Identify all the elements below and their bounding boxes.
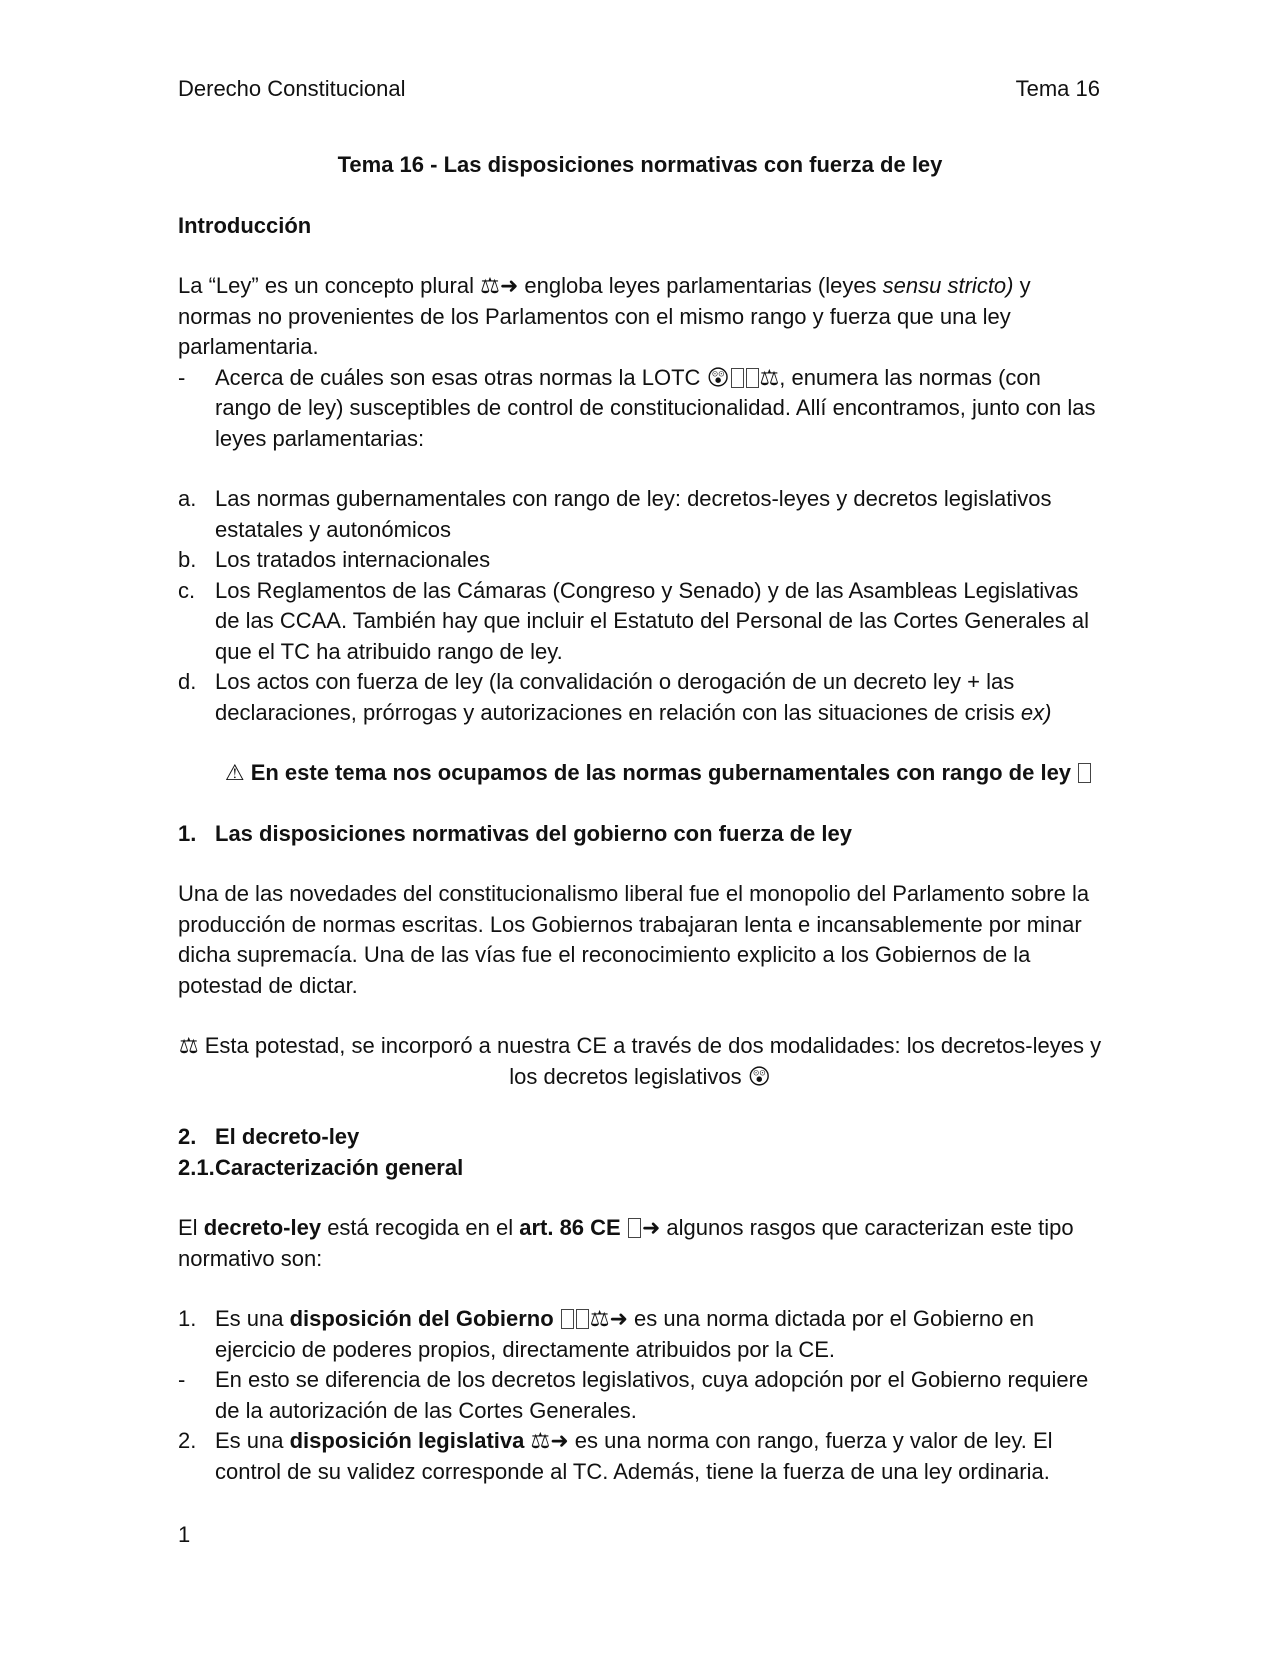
scales-icon: ⚖ <box>178 1033 199 1058</box>
header-right: Tema 16 <box>1015 76 1100 101</box>
norms-list <box>178 484 1102 728</box>
section-2-paragraph: El decreto-ley está recogida en el art. 86 CE ➜ algunos rasgos que caracterizan este tipo normativo son: <box>178 1215 1074 1271</box>
warning-icon: ⚠ <box>224 760 245 785</box>
section-2-1-heading: 2.1. Caracterización general <box>178 1154 464 1180</box>
warning-note: ⚠ En este tema nos ocupamos de las normas gubernamentales con rango de ley <box>178 758 1102 789</box>
dash-item: - Acerca de cuáles son esas otras normas la LOTC 😲 ⚖, enumera las normas (con rango de ley) susceptibles de control de constitucionalidad. Allí encontramos, junto con las leyes parlamentarias: <box>178 364 1096 451</box>
dash-item: - En esto se diferencia de los decretos legislativos, cuya adopción por el Gobierno requiere de la autorización de las Cortes Generales. <box>178 1367 1089 1423</box>
missing-glyph-box <box>746 368 759 388</box>
right-arrow-icon: ➜ <box>550 1428 569 1453</box>
shocked-face-icon: 😲 <box>747 1063 771 1089</box>
document-body <box>178 150 1102 1487</box>
list-item: b. Los tratados internacionales <box>178 547 491 572</box>
document-title: Tema 16 - Las disposiciones normativas con fuerza de ley <box>337 152 943 177</box>
right-arrow-icon: ➜ <box>499 273 519 298</box>
intro-heading: Introducción <box>178 212 312 238</box>
missing-glyph-box <box>576 1309 589 1329</box>
scales-icon: ⚖ <box>480 273 500 298</box>
list-item: 2. Es una disposición legislativa ⚖➜ es una norma con rango, fuerza y valor de ley. El control de su validez corresponde al TC. Además, tiene la fuerza de una ley ordinaria. <box>178 1428 1053 1484</box>
scales-icon: ⚖ <box>589 1306 610 1331</box>
list-item: a. Las normas gubernamentales con rango de ley: decretos-leyes y decretos legislativos estatales y autonómicos <box>178 486 1052 542</box>
list-item: d. Los actos con fuerza de ley (la convalidación o derogación de un decreto ley + las declaraciones, prórrogas y autorizaciones en relación con las situaciones de crisis ex) <box>178 669 1052 725</box>
missing-glyph-box <box>731 368 744 388</box>
features-list <box>178 1304 1102 1487</box>
list-item: c. Los Reglamentos de las Cámaras (Congreso y Senado) y de las Asambleas Legislativas de las CCAA. También hay que incluir el Estatuto del Personal de las Cortes Generales al que el TC ha atribuido rango de ley. <box>178 577 1089 664</box>
scales-icon: ⚖ <box>530 1428 551 1453</box>
list-item: 1. Es una disposición del Gobierno ⚖➜ es una norma dictada por el Gobierno en ejercicio de poderes propios, directamente atribuidos por la CE. <box>178 1306 1034 1362</box>
right-arrow-icon: ➜ <box>609 1306 628 1331</box>
scales-icon: ⚖ <box>759 364 780 390</box>
section-1-heading: 1. Las disposiciones normativas del gobierno con fuerza de ley <box>178 820 852 846</box>
page-number: 1 <box>178 1522 191 1547</box>
missing-glyph-box <box>628 1218 641 1238</box>
intro-paragraph: La “Ley” es un concepto plural ⚖➜ engloba leyes parlamentarias (leyes sensu stricto) y normas no provenientes de los Parlamentos con el mismo rango y fuerza que una ley parlamentaria. <box>178 273 1031 359</box>
header-left: Derecho Constitucional <box>178 76 406 101</box>
section-2-heading: 2. El decreto-ley <box>178 1124 360 1149</box>
right-arrow-icon: ➜ <box>641 1215 661 1240</box>
section-1-paragraph: Una de las novedades del constitucionalismo liberal fue el monopolio del Parlamento sobre la producción de normas escritas. Los Gobiernos trabajaran lenta e incansablemente por minar dicha supremacía. Una de las vías fue el reconocimiento explicito a los Gobiernos de la potestad de dictar. <box>178 881 1090 998</box>
missing-glyph-box <box>561 1309 574 1329</box>
section-1-centered-note: ⚖ Esta potestad, se incorporó a nuestra CE a través de dos modalidades: los decretos-leyes y los decretos legislativos 😲 <box>178 1031 1102 1092</box>
missing-glyph-box <box>1078 763 1091 783</box>
shocked-face-icon: 😲 <box>706 364 730 390</box>
